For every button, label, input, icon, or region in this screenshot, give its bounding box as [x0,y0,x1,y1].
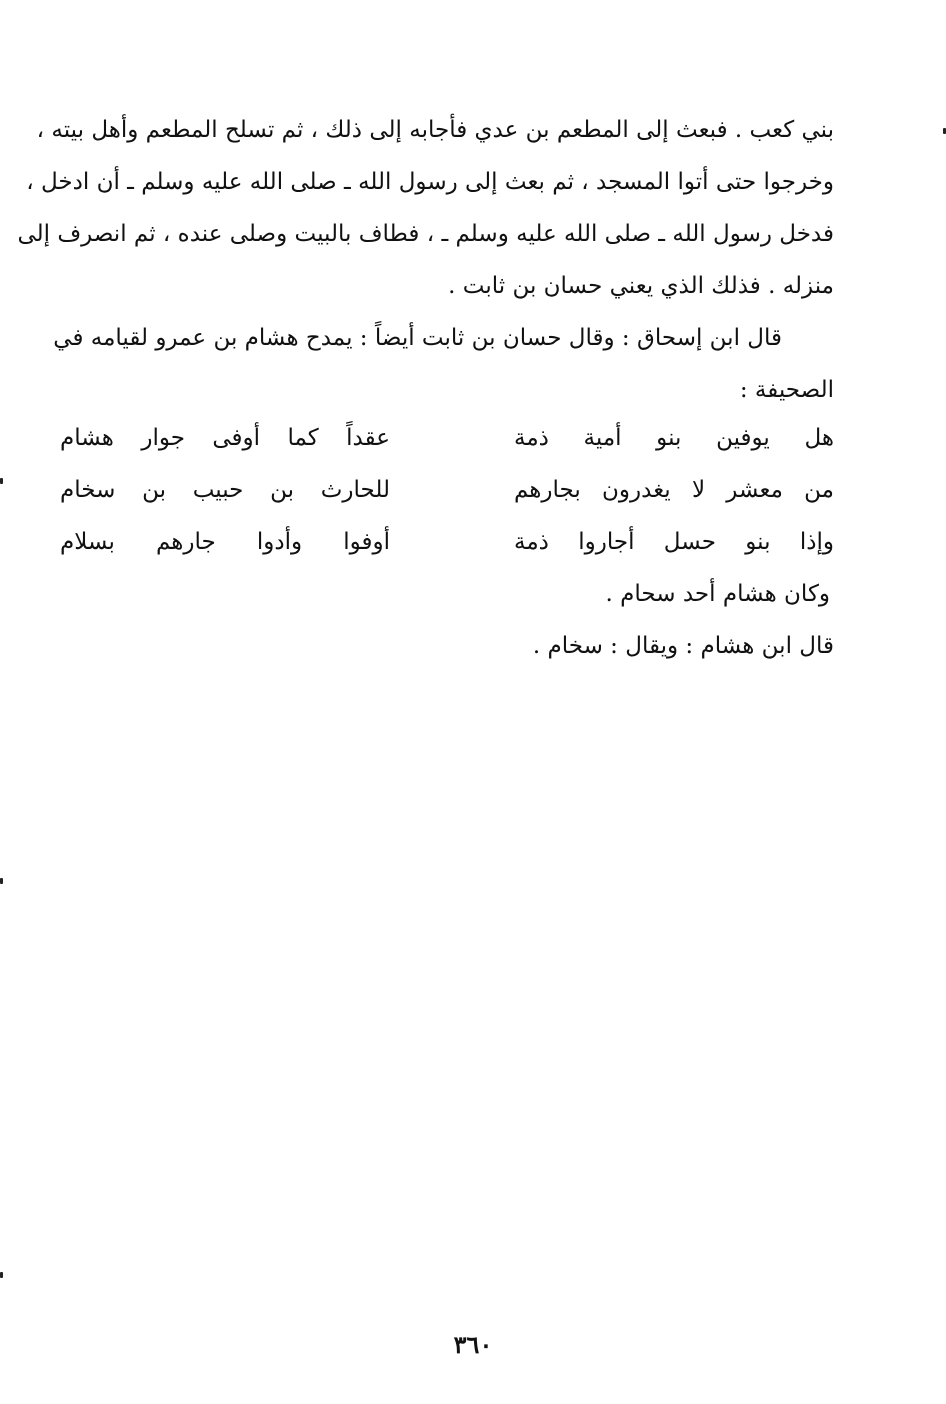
verse-3-second-hemistich: أوفوا وأدوا جارهم بسلام [60,529,390,555]
verse-2-second-hemistich: للحارث بن حبيب بن سخام [60,477,390,503]
paragraph-1-line-1: بني كعب . فبعث إلى المطعم بن عدي فأجابه إلى ذلك ، ثم تسلح المطعم وأهل بيته ، [36,117,834,143]
verse-1-second-hemistich: عقداً كما أوفى جوار هشام [60,425,390,451]
scan-edge-mark [0,878,3,884]
scan-edge-mark [0,478,3,484]
verse-3-first-hemistich: وإذا بنو حسل أجاروا ذمة [514,529,834,555]
scan-edge-mark [0,1272,3,1278]
poem-verse-1 [0,412,946,464]
paragraph-1-line-2: وخرجوا حتى أتوا المسجد ، ثم بعث إلى رسول الله ـ صلى الله عليه وسلم ـ أن ادخل ، [26,169,834,195]
verse-2-first-hemistich: من معشر لا يغدرون بجارهم [514,477,834,503]
poem-verse-2 [0,464,946,516]
paragraph-2 [53,312,834,416]
paragraph-1-line-4: منزله . فذلك الذي يعني حسان بن ثابت . [448,273,834,299]
paragraph-1-line-3: فدخل رسول الله ـ صلى الله عليه وسلم ـ ، فطاف بالبيت وصلى عنده ، ثم انصرف إلى [17,221,834,247]
poem-verse-3 [0,516,946,568]
paragraph-1 [17,104,834,312]
note-line-1: وكان هشام أحد سحام . [605,581,830,607]
paragraph-2-line-1: قال ابن إسحاق : وقال حسان بن ثابت أيضاً : يمدح هشام بن عمرو لقيامه في [53,325,782,351]
verse-1-first-hemistich: هل يوفين بنو أمية ذمة [514,425,834,451]
note-line-2: قال ابن هشام : ويقال : سخام . [532,633,834,659]
paragraph-2-line-2: الصحيفة : [739,377,834,403]
page-number: ٣٦٠ [453,1330,493,1359]
